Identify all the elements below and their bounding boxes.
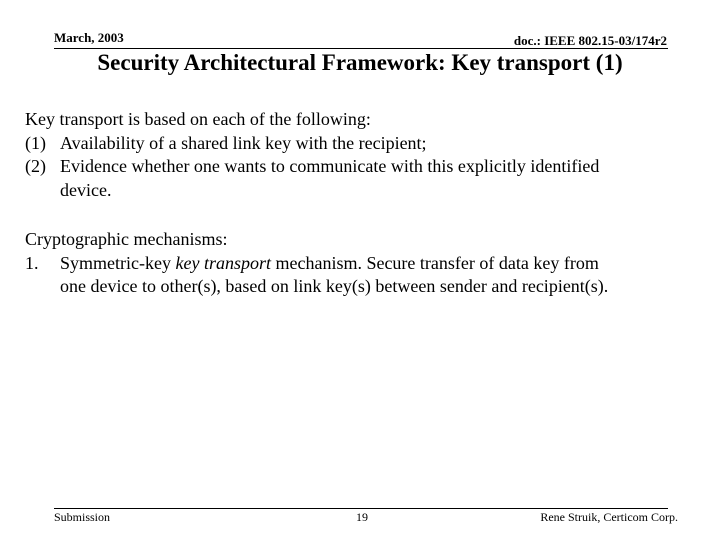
section-intro: Key transport is based on each of the following:	[25, 109, 371, 129]
footer-divider	[54, 508, 668, 509]
list-item-text	[60, 252, 599, 276]
list-marker: (1)	[25, 132, 46, 153]
list-item-continuation: device.	[60, 179, 112, 200]
list-item	[25, 155, 599, 179]
text-before: Symmetric-key	[60, 252, 176, 273]
section-intro: Cryptographic mechanisms:	[25, 229, 228, 249]
list-item-text: Availability of a shared link key with the recipient;	[60, 132, 427, 153]
header-date: March, 2003	[54, 30, 124, 45]
list-marker: 1.	[25, 252, 39, 273]
list-marker: (2)	[25, 156, 46, 176]
header-doc-id: doc.: IEEE 802.15-03/174r2	[513, 33, 667, 48]
text-after: mechanism. Secure transfer of data key from	[270, 252, 599, 273]
key-transport-section	[25, 108, 599, 202]
list-item	[25, 252, 608, 276]
slide-title: Security Architectural Framework: Key transport (1)	[97, 50, 623, 75]
page-number: 19	[356, 510, 368, 524]
footer-author: Rene Struik, Certicom Corp.	[540, 510, 678, 524]
footer-submission: Submission	[54, 510, 111, 524]
cryptographic-mechanisms-section	[25, 228, 608, 299]
list-item-continuation: one device to other(s), based on link key(s) between sender and recipient(s).	[60, 276, 609, 296]
italic-term: key transport	[175, 252, 271, 273]
list-item	[25, 132, 599, 156]
list-item-text: Evidence whether one wants to communicate with this explicitly identified	[60, 156, 600, 176]
